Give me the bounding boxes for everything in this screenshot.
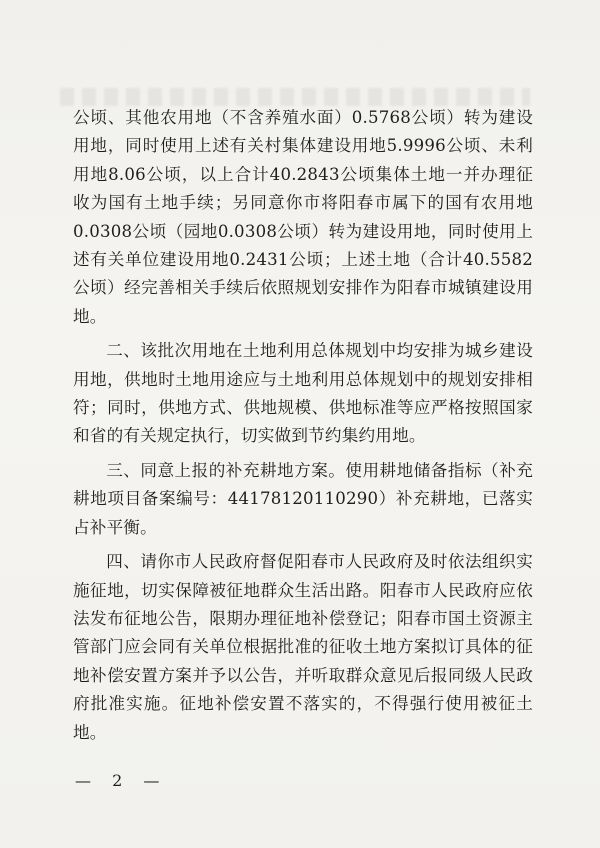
paragraph-section-3: 三、同意上报的补充耕地方案。使用耕地储备指标（补充耕地项目备案编号：44178120110290）补充耕地，已落实占补平衡。 — [73, 460, 533, 537]
paragraph-section-4: 四、请你市人民政府督促阳春市人民政府及时依法组织实施征地，切实保障被征地群众生活出路。阳春市人民政府应依法发布征地公告，限期办理征地补偿登记；阳春市国土资源主管部门应会同有关单位根据批准的征收土地方案拟订具体的征地补偿安置方案并予以公告，并听取群众意见后报同级人民政府批准实施。征地补偿安置不落实的，不得强行使用被征土地。 — [73, 552, 533, 742]
document-body — [73, 104, 533, 747]
page-number: — 2 — — [75, 771, 168, 790]
paragraph-continued: 公顷、其他农用地（不含养殖水面）0.5768公顷）转为建设用地，同时使用上述有关村集体建设用地5.9996公顷、未利用地8.06公顷，以上合计40.2843公顷集体土地一并办理征收为国有土地手续；另同意你市将阳春市属下的国有农用地0.0308公顷（园地0.0308公顷）转为建设用地，同时使用上述有关单位建设用地0.2431公顷；上述土地（合计40.5582公顷）经完善相关手续后依照规划安排作为阳春市城镇建设用地。 — [73, 108, 533, 326]
paragraph-section-2: 二、该批次用地在土地利用总体规划中均安排为城乡建设用地，供地时土地用途应与土地利用总体规划中的规划安排相符；同时，供地方式、供地规模、供地标准等应严格按照国家和省的有关规定执行，切实做到节约集约用地。 — [73, 341, 533, 446]
